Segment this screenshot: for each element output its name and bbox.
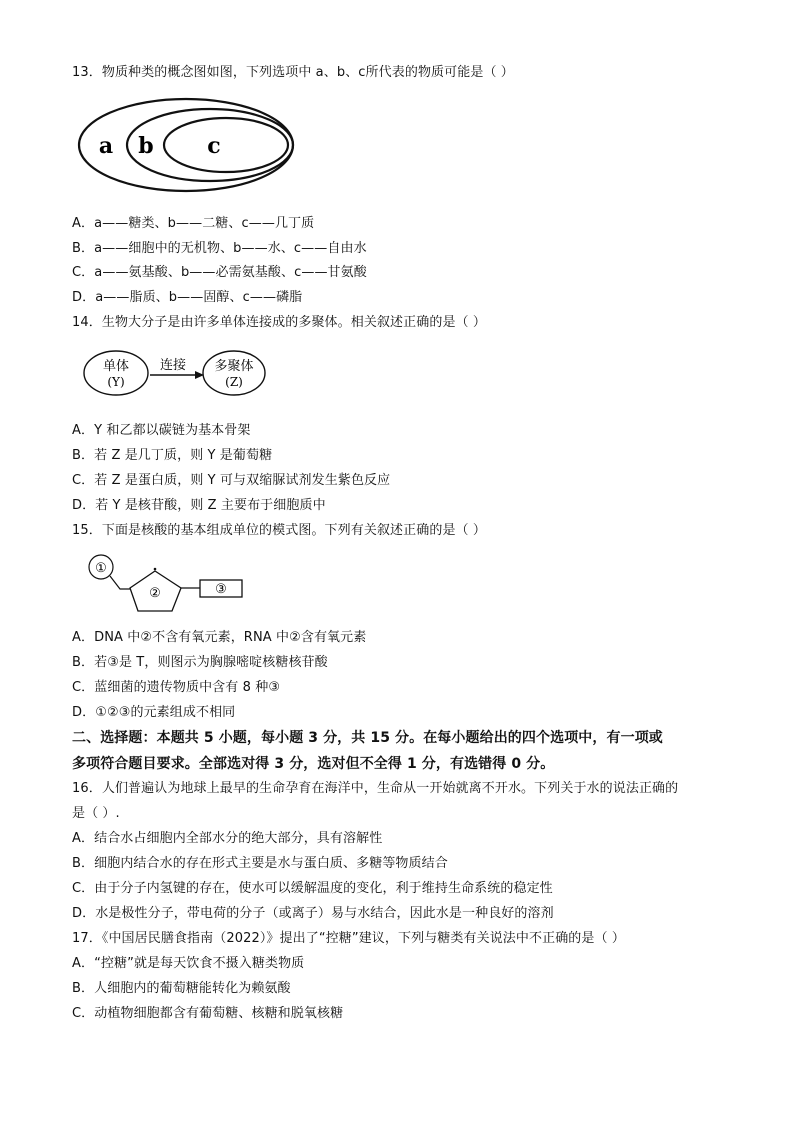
q13-option-a: A．a——糖类、b——二糖、c——几丁质 [72, 216, 315, 231]
q15-option-b: B．若③是 T，则图示为胸腺嘧啶核糖核苷酸 [72, 655, 328, 670]
monomer-symbol: (Y) [107, 375, 125, 389]
label-b: b [138, 133, 154, 159]
bond-1-2 [110, 576, 130, 589]
q15-option-a: A．DNA 中②不含有氧元素，RNA 中②含有氧元素 [72, 630, 367, 645]
polymer-label: 多聚体 [214, 359, 254, 374]
q16-stem-line2: 是（ ）. [72, 806, 120, 821]
q13-option-c: C．a——氨基酸、b——必需氨基酸、c——甘氨酸 [72, 265, 367, 280]
label-n1: ① [95, 561, 107, 576]
link-label: 连接 [159, 358, 187, 373]
q14-option-a: A．Y 和乙都以碳链为基本骨架 [72, 423, 251, 438]
q14-option-b: B．若 Z 是几丁质，则 Y 是葡萄糖 [72, 448, 273, 463]
ellipse-c [164, 118, 288, 172]
q16-option-b: B．细胞内结合水的存在形式主要是水与蛋白质、多糖等物质结合 [72, 856, 448, 871]
pentose-apex-dot [154, 568, 157, 571]
q15-option-d: D．①②③的元素组成不相同 [72, 705, 236, 720]
q14-option-d: D．若 Y 是核苷酸，则 Z 主要布于细胞质中 [72, 498, 326, 513]
q17-option-b: B．人细胞内的葡萄糖能转化为赖氨酸 [72, 981, 291, 996]
q16-option-a: A．结合水占细胞内全部水分的绝大部分，具有溶解性 [72, 831, 383, 846]
q14-stem: 14．生物大分子是由许多单体连接成的多聚体。相关叙述正确的是（ ） [72, 315, 486, 330]
q14-monomer-polymer-diagram [82, 348, 268, 398]
monomer-label: 单体 [102, 359, 130, 374]
q17-option-a: A．“控糖”就是每天饮食不摄入糖类物质 [72, 956, 305, 971]
q15-option-c: C．蓝细菌的遗传物质中含有 8 种③ [72, 680, 281, 695]
q16-option-c: C．由于分子内氢键的存在，使水可以缓解温度的变化，利于维持生命系统的稳定性 [72, 881, 553, 896]
q13-stem: 13．物质种类的概念图如图，下列选项中 a、b、c所代表的物质可能是（ ） [72, 65, 514, 80]
label-c: c [207, 133, 221, 159]
q17-stem: 17．《中国居民膳食指南（2022）》提出了“控糖”建议，下列与糖类有关说法中不正确的是（ ） [72, 931, 625, 946]
q16-stem-line1: 16．人们普遍认为地球上最早的生命孕育在海洋中，生命从一开始就离不开水。下列关于水的说法正确的 [72, 781, 679, 796]
label-n2: ② [149, 586, 161, 601]
q16-option-d: D．水是极性分子，带电荷的分子（或离子）易与水结合，因此水是一种良好的溶剂 [72, 906, 554, 921]
q13-option-b: B．a——细胞中的无机物、b——水、c——自由水 [72, 241, 367, 256]
q14-option-c: C．若 Z 是蛋白质，则 Y 可与双缩脲试剂发生紫色反应 [72, 473, 391, 488]
polymer-symbol: (Z) [225, 375, 243, 389]
q15-nucleotide-diagram [86, 552, 248, 614]
q15-stem: 15．下面是核酸的基本组成单位的模式图。下列有关叙述正确的是（ ） [72, 523, 486, 538]
q13-nested-ellipse-diagram [76, 96, 298, 194]
section2-heading-line1: 二、选择题：本题共 5 小题，每小题 3 分，共 15 分。在每小题给出的四个选项中，有一项或 [72, 730, 663, 746]
q17-option-c: C．动植物细胞都含有葡萄糖、核糖和脱氧核糖 [72, 1006, 344, 1021]
q13-option-d: D．a——脂质、b——固醇、c——磷脂 [72, 290, 303, 305]
section2-heading-line2: 多项符合题目要求。全部选对得 3 分，选对但不全得 1 分，有选错得 0 分。 [72, 756, 555, 772]
label-a: a [98, 133, 114, 159]
label-n3: ③ [215, 582, 227, 597]
